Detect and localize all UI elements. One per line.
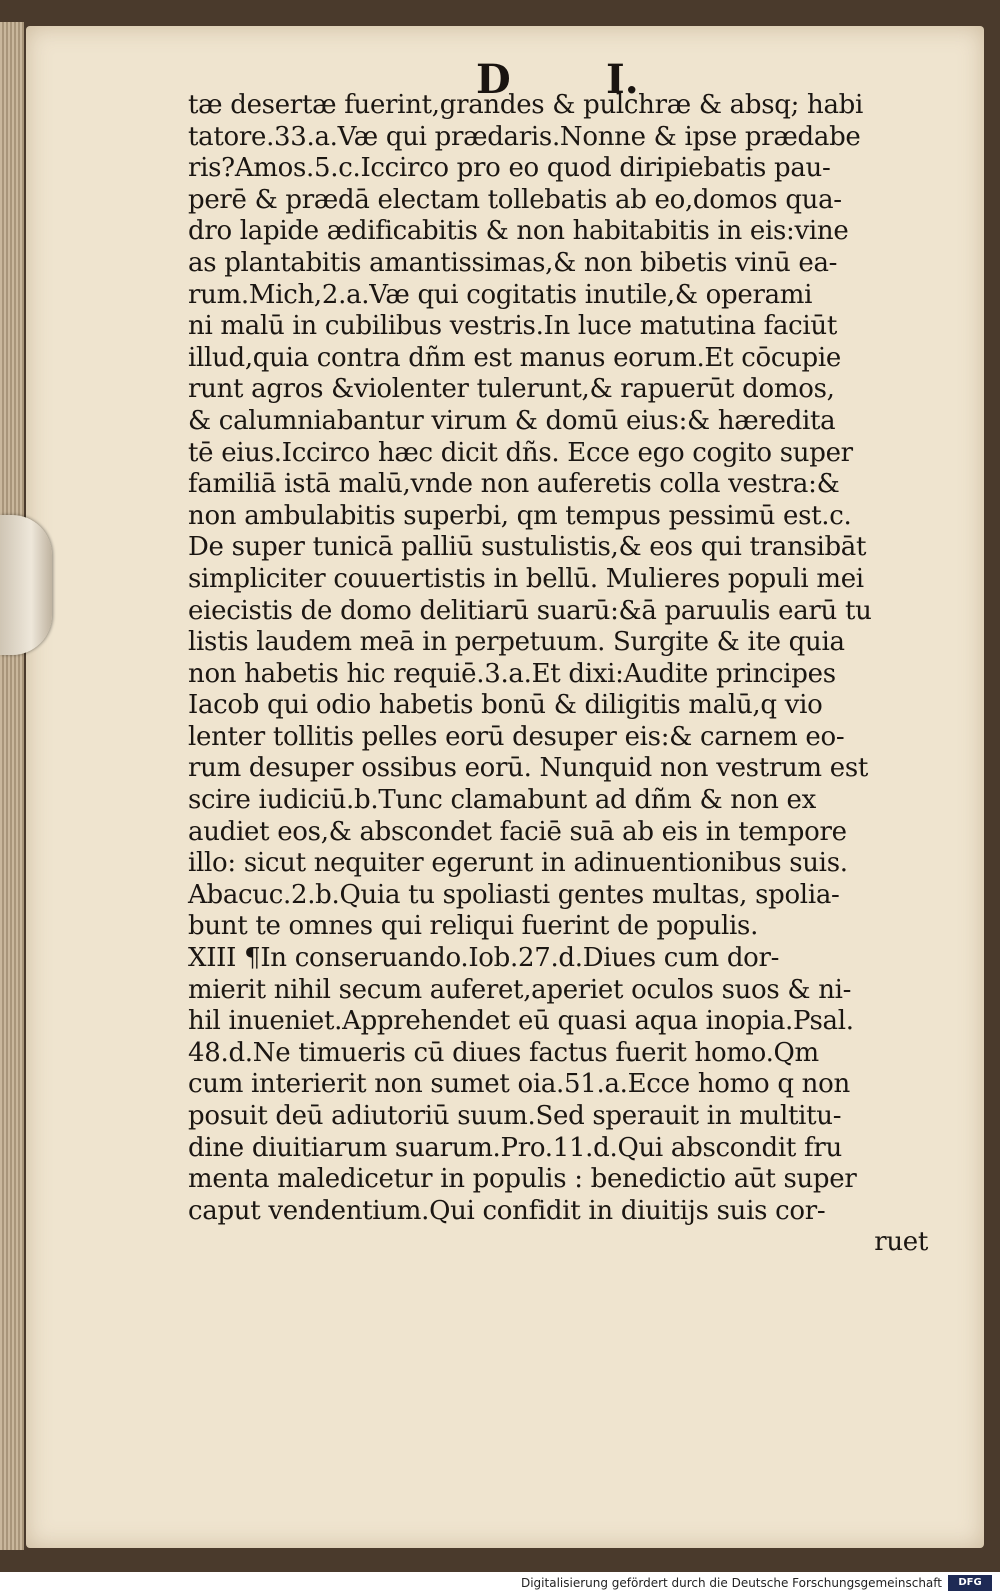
footer-bar [0, 1572, 1000, 1596]
text-line: mierit nihil secum auferet,aperiet oculos suos & ni- [188, 974, 852, 1005]
text-line: audiet eos,& abscondet faciē suā ab eis in tempore [188, 816, 847, 847]
text-line: Iacob qui odio habetis bonū & diligitis malū,q vio [188, 690, 823, 721]
body-text [188, 90, 928, 1259]
text-line: & calumniabantur virum & domū eius:& hæredita [188, 405, 836, 436]
book-page-edges [0, 22, 24, 1550]
text-line: Abacuc.2.b.Quia tu spoliasti gentes multas, spolia- [188, 879, 840, 910]
text-line: tæ desertæ fuerint,grandes & pulchræ & absq; habi [188, 90, 864, 120]
text-line: illo: sicut nequiter egerunt in adinuentionibus suis. [188, 848, 848, 879]
text-line: menta maledicetur in populis : benedictio aūt super [188, 1164, 857, 1195]
text-line: simpliciter couuertistis in bellū. Mulieres populi mei [188, 563, 864, 594]
text-line: tē eius.Iccirco hæc dicit dñs. Ecce ego cogito super [188, 437, 853, 468]
text-line: dine diuitiarum suarum.Pro.11.d.Qui abscondit fru [188, 1132, 842, 1163]
text-line: tatore.33.a.Væ qui prædaris.Nonne & ipse prædabe [188, 121, 861, 152]
text-line: eiecistis de domo delitiarū suarū:&ā paruulis earū tu [188, 595, 872, 626]
text-line: as plantabitis amantissimas,& non bibetis vinū ea- [188, 247, 838, 278]
footer-credit: Digitalisierung gefördert durch die Deutsche Forschungsgemeinschaft [520, 1576, 942, 1590]
text-line: hil inueniet.Apprehendet eū quasi aqua inopia.Psal. [188, 1006, 854, 1037]
text-line: listis laudem meā in perpetuum. Surgite & ite quia [188, 627, 845, 658]
text-line: non ambulabitis superbi, qm tempus pessimū est.c. [188, 500, 852, 531]
text-line: dro lapide ædificabitis & non habitabitis in eis:vine [188, 216, 849, 247]
book-clasp [0, 515, 52, 655]
text-line: ni malū in cubilibus vestris.In luce matutina faciūt [188, 311, 838, 342]
signature-number: I. [606, 56, 639, 103]
text-line: bunt te omnes qui reliqui fuerint de populis. [188, 911, 759, 942]
text-line: illud,quia contra dñm est manus eorum.Et cōcupie [188, 342, 841, 373]
text-line: ris?Amos.5.c.Iccirco pro eo quod diripiebatis pau- [188, 153, 831, 184]
text-line: posuit deū adiutoriū suum.Sed sperauit in multitu- [188, 1101, 842, 1131]
text-line: XIII ¶In conseruando.Iob.27.d.Diues cum dor- [188, 943, 780, 974]
text-line: perē & prædā electam tollebatis ab eo,domos qua- [188, 184, 842, 215]
dfg-logo: DFG [948, 1575, 992, 1591]
text-line: cum interierit non sumet oia.51.a.Ecce homo q non [188, 1069, 850, 1100]
text-line: runt agros &violenter tulerunt,& rapuerūt domos, [188, 374, 835, 405]
text-line: 48.d.Ne timueris cū diues factus fuerit homo.Qm [188, 1037, 819, 1068]
text-line: familiā istā malū,vnde non auferetis colla vestra:& [188, 469, 840, 500]
signature-letter: D [476, 56, 511, 103]
text-line: rum desuper ossibus eorū. Nunquid non vestrum est [188, 753, 869, 784]
text-line: caput vendentium.Qui confidit in diuitijs suis cor- [188, 1195, 826, 1226]
text-line: scire iudiciū.b.Tunc clamabunt ad dñm & non ex [188, 785, 816, 816]
text-line: lenter tollitis pelles eorū desuper eis:& carnem eo- [188, 721, 845, 752]
text-line: rum.Mich,2.a.Væ qui cogitatis inutile,& operami [188, 279, 813, 310]
text-line: De super tunicā palliū sustulistis,& eos qui transibāt [188, 532, 867, 563]
text-line: ruet [874, 1227, 928, 1258]
text-line: non habetis hic requiē.3.a.Et dixi:Audite principes [188, 658, 836, 689]
